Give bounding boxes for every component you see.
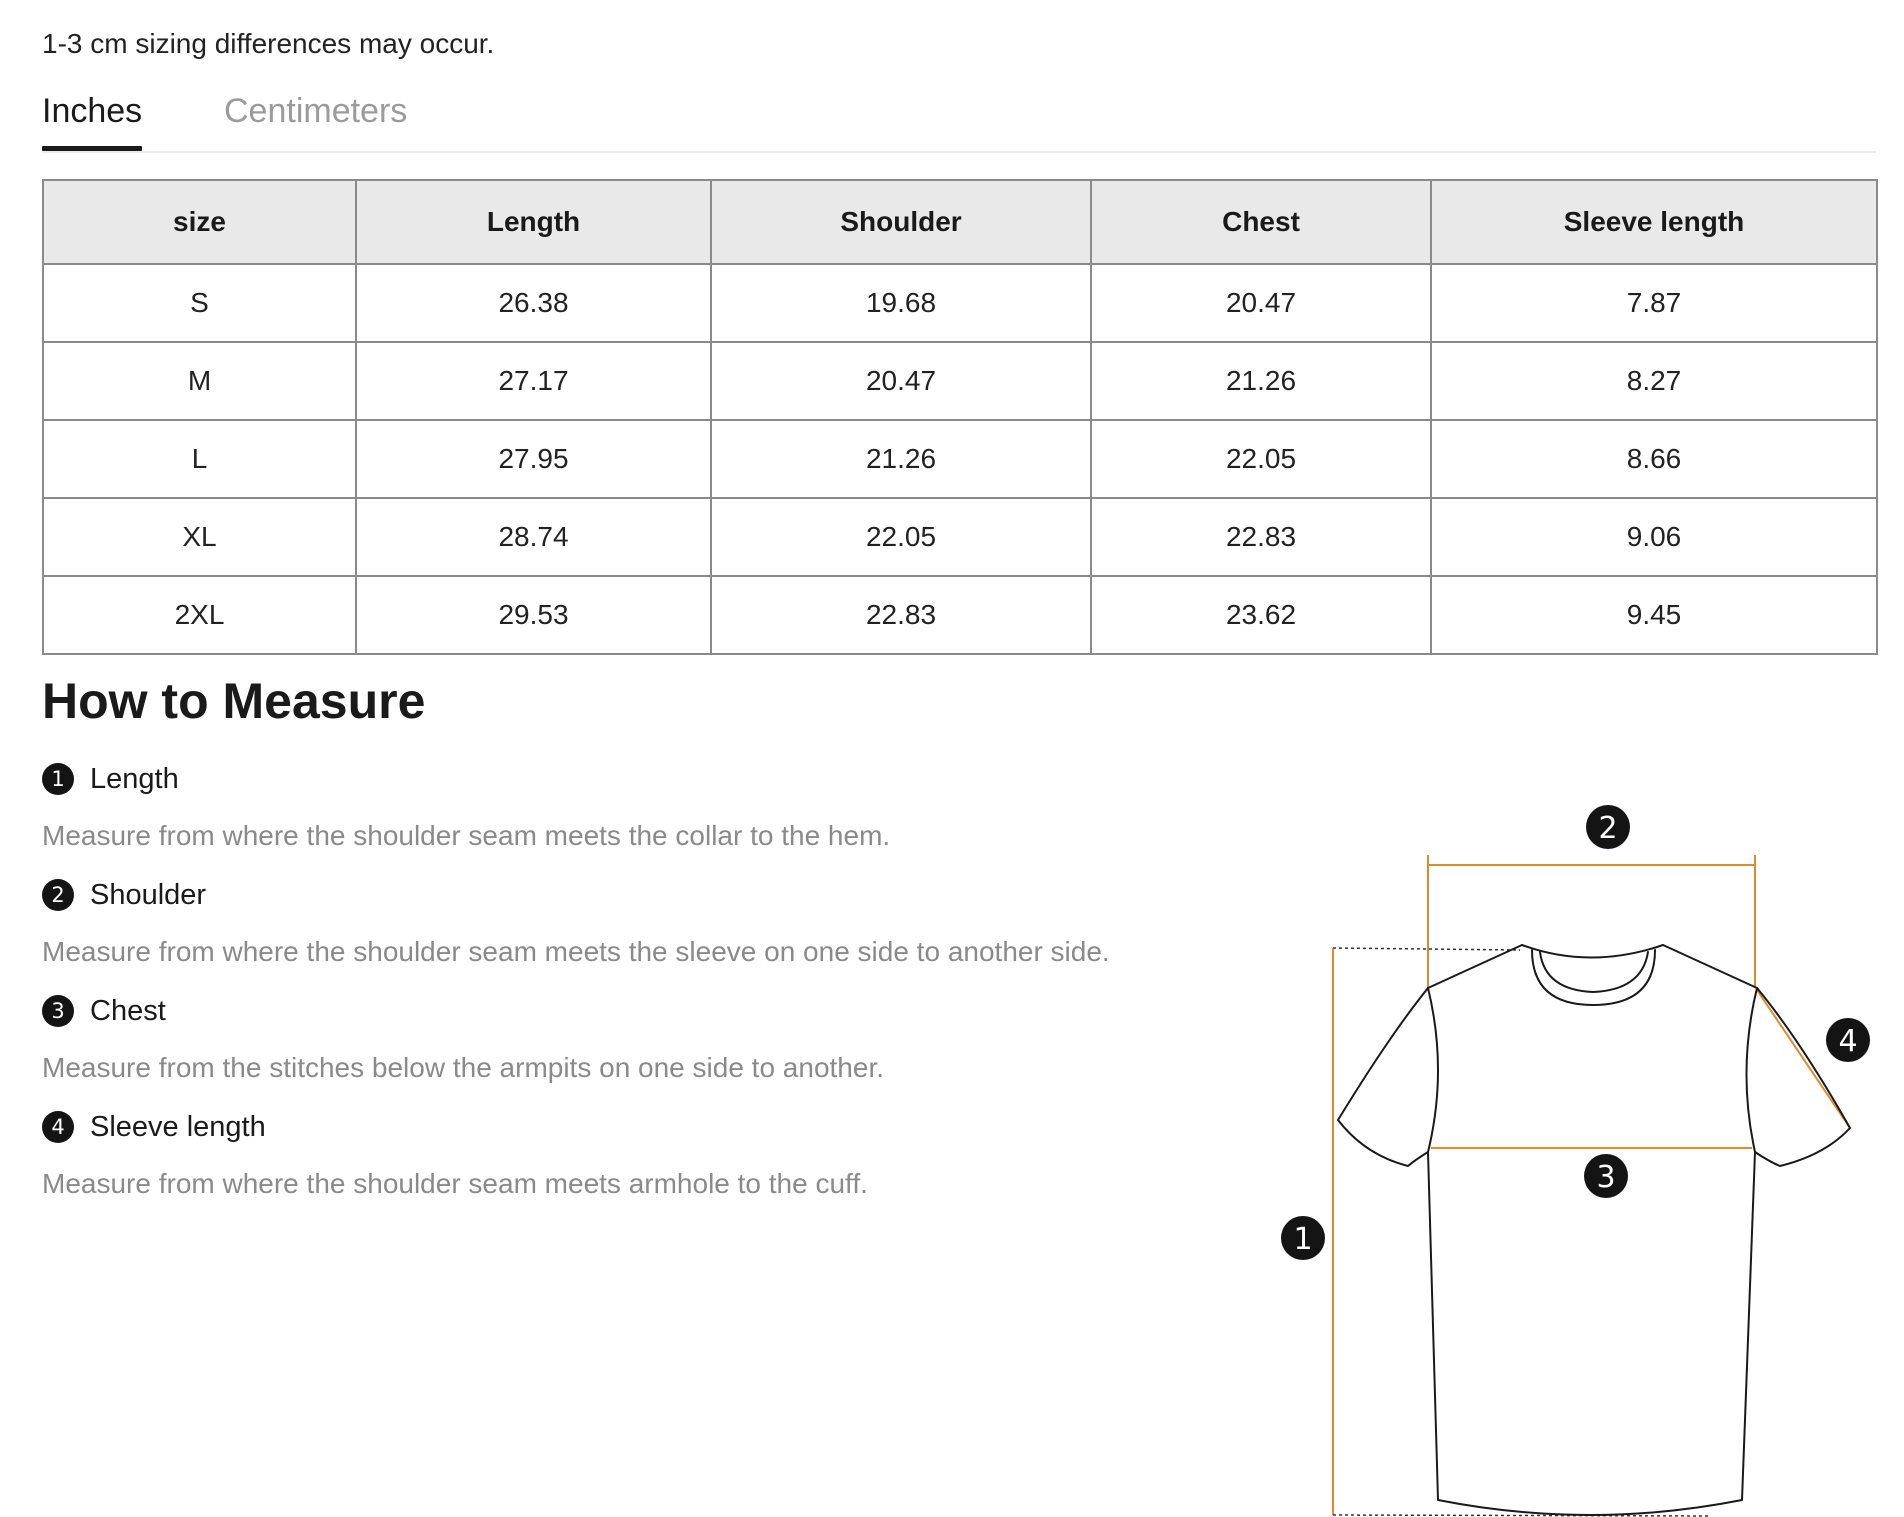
table-cell: 29.53	[356, 576, 711, 654]
table-cell: 8.27	[1431, 342, 1877, 420]
marker-3	[1584, 1154, 1628, 1198]
table-cell: 9.45	[1431, 576, 1877, 654]
table-cell: M	[43, 342, 356, 420]
table-cell: 22.83	[711, 576, 1091, 654]
how-to-measure-title: How to Measure	[42, 673, 426, 729]
svg-text:4: 4	[1838, 1024, 1858, 1059]
unit-tabs	[42, 88, 1876, 153]
step-number-badge: 1	[42, 763, 74, 795]
tshirt-outline	[1338, 945, 1850, 1515]
column-header: Length	[356, 180, 711, 264]
measure-step-shoulder	[42, 876, 1242, 992]
step-label: Chest	[90, 994, 166, 1027]
column-header: size	[43, 180, 356, 264]
table-cell: 21.26	[711, 420, 1091, 498]
table-cell: 27.17	[356, 342, 711, 420]
step-label: Sleeve length	[90, 1110, 266, 1143]
table-cell: 22.83	[1091, 498, 1431, 576]
size-table	[42, 179, 1878, 655]
step-number-badge: 2	[42, 879, 74, 911]
step-description: Measure from the stitches below the armpits on one side to another.	[42, 1052, 885, 1083]
column-header: Sleeve length	[1431, 180, 1877, 264]
tshirt-diagram-icon	[1270, 800, 1870, 1517]
table-cell: 7.87	[1431, 264, 1877, 342]
tab-inches[interactable]: Inches	[42, 88, 142, 134]
table-cell: 8.66	[1431, 420, 1877, 498]
marker-1	[1281, 1216, 1325, 1260]
column-header: Chest	[1091, 180, 1431, 264]
table-cell: 22.05	[1091, 420, 1431, 498]
table-row	[43, 264, 1877, 342]
table-cell: 21.26	[1091, 342, 1431, 420]
table-cell: 9.06	[1431, 498, 1877, 576]
step-number-badge: 3	[42, 995, 74, 1027]
svg-text:2: 2	[1598, 811, 1618, 846]
measure-step-length	[42, 760, 1242, 876]
table-cell: 23.62	[1091, 576, 1431, 654]
svg-text:1: 1	[1293, 1222, 1313, 1257]
measure-step-sleeve-length	[42, 1108, 1242, 1224]
step-number-badge: 4	[42, 1111, 74, 1143]
table-row	[43, 576, 1877, 654]
step-label: Length	[90, 762, 179, 795]
measure-steps	[42, 760, 1242, 1224]
table-cell: 2XL	[43, 576, 356, 654]
svg-text:3: 3	[1596, 1160, 1616, 1195]
table-cell: 26.38	[356, 264, 711, 342]
marker-4	[1826, 1018, 1870, 1062]
table-row	[43, 342, 1877, 420]
table-header-row	[43, 180, 1877, 264]
measure-step-chest	[42, 992, 1242, 1108]
table-cell: 22.05	[711, 498, 1091, 576]
marker-2	[1586, 805, 1630, 849]
table-row	[43, 498, 1877, 576]
table-row	[43, 420, 1877, 498]
table-cell: 19.68	[711, 264, 1091, 342]
column-header: Shoulder	[711, 180, 1091, 264]
table-cell: S	[43, 264, 356, 342]
sizing-disclaimer: 1-3 cm sizing differences may occur.	[42, 28, 495, 59]
step-label: Shoulder	[90, 878, 207, 911]
table-cell: XL	[43, 498, 356, 576]
tab-centimeters[interactable]: Centimeters	[224, 92, 408, 130]
table-cell: 27.95	[356, 420, 711, 498]
step-description: Measure from where the shoulder seam meets armhole to the cuff.	[42, 1168, 868, 1199]
table-cell: 20.47	[711, 342, 1091, 420]
table-cell: L	[43, 420, 356, 498]
table-cell: 20.47	[1091, 264, 1431, 342]
dotted-guides	[1333, 948, 1710, 1516]
step-description: Measure from where the shoulder seam meets the collar to the hem.	[42, 820, 891, 851]
step-description: Measure from where the shoulder seam meets the sleeve on one side to another side.	[42, 936, 1110, 967]
table-cell: 28.74	[356, 498, 711, 576]
